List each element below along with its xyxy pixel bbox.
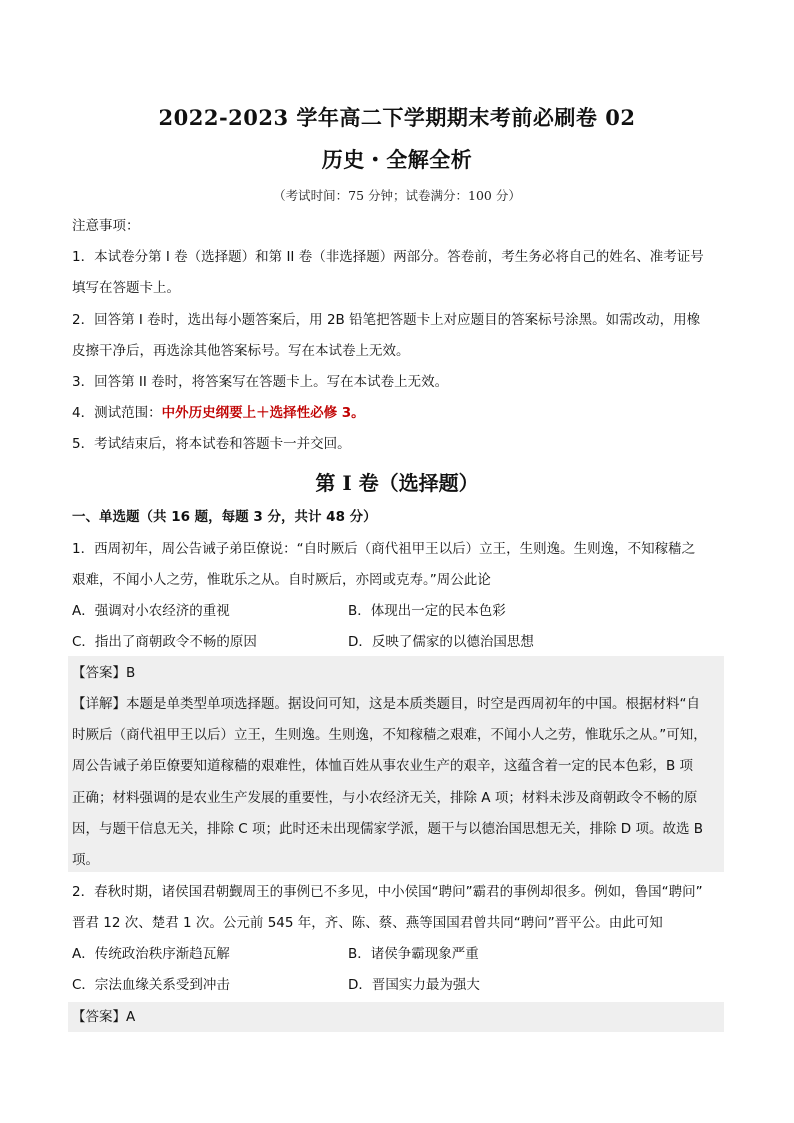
q1-detail-line-6: 项。 — [72, 852, 99, 868]
q1-stem-line-1: 1．西周初年，周公告诫子弟臣僚说：“自时厥后（商代祖甲王以后）立王，生则逸。生则逸，不知稼穑之 — [72, 541, 696, 557]
q2-option-d: D．晋国实力最为强大 — [348, 977, 480, 993]
q1-detail-line-1: 【详解】本题是单类型单项选择题。据设问可知，这是本质类题目，时空是西周初年的中国。根据材料“自 — [72, 696, 700, 712]
q1-option-b: B．体现出一定的民本色彩 — [348, 603, 506, 619]
q2-option-a: A．传统政治秩序渐趋瓦解 — [72, 946, 230, 962]
test-range: 中外历史纲要上＋选择性必修 3。 — [161, 405, 365, 421]
q1-detail-line-2: 时厥后（商代祖甲王以后）立王，生则逸。生则逸，不知稼穑之艰难，不闻小人之劳，惟耽乐之从。”可知， — [72, 727, 707, 743]
note-4-prefix: 4．测试范围： — [72, 405, 162, 421]
q2-option-b: B．诸侯争霸现象严重 — [348, 946, 479, 962]
q2-stem-line-2: 晋君 12 次、楚君 1 次。公元前 545 年，齐、陈、蔡、燕等国国君曾共同“聘问”晋平公。由此可知 — [72, 915, 663, 931]
part-heading: 一、单选题（共 16 题，每题 3 分，共计 48 分） — [72, 509, 377, 525]
q1-options-row-1 — [72, 601, 724, 621]
q1-stem-line-2: 艰难，不闻小人之劳，惟耽乐之从。自时厥后，亦罔或克寿。”周公此论 — [72, 572, 491, 588]
notes-heading: 注意事项： — [72, 218, 140, 234]
q2-option-c: C．宗法血缘关系受到冲击 — [72, 977, 230, 993]
note-4 — [72, 403, 724, 423]
q2-options-row-1 — [72, 944, 724, 964]
q1-option-d: D．反映了儒家的以德治国思想 — [348, 634, 534, 650]
note-1-line-2: 填写在答题卡上。 — [72, 280, 180, 296]
q1-options-row-2 — [72, 632, 724, 652]
note-1-line-1: 1．本试卷分第 I 卷（选择题）和第 II 卷（非选择题）两部分。答卷前，考生务必将自己的姓名、准考证号 — [72, 249, 704, 265]
note-2-line-2: 皮擦干净后，再选涂其他答案标号。写在本试卷上无效。 — [72, 343, 410, 359]
note-2-line-1: 2．回答第 I 卷时，选出每小题答案后，用 2B 铅笔把答题卡上对应题目的答案标号涂黑。如需改动，用橡 — [72, 312, 701, 328]
exam-info: （考试时间：75 分钟；试卷满分：100 分） — [273, 188, 521, 203]
q2-answer: 【答案】A — [72, 1009, 136, 1025]
q2-options-row-2 — [72, 975, 724, 995]
q1-option-c: C．指出了商朝政令不畅的原因 — [72, 634, 257, 650]
exam-subtitle: 历史・全解全析 — [321, 147, 473, 172]
section-title: 第 I 卷（选择题） — [315, 471, 479, 495]
q2-stem-line-1: 2．春秋时期，诸侯国君朝觐周王的事例已不多见，中小侯国“聘问”霸君的事例却很多。例如，鲁国“聘问” — [72, 884, 703, 900]
q1-answer: 【答案】B — [72, 665, 136, 681]
q1-detail-line-3: 周公告诫子弟臣僚要知道稼穑的艰难性，体恤百姓从事农业生产的艰辛，这蕴含着一定的民本色彩，B 项 — [72, 758, 694, 774]
q1-option-a: A．强调对小农经济的重视 — [72, 603, 230, 619]
q1-detail-line-4: 正确；材料强调的是农业生产发展的重要性，与小农经济无关，排除 A 项；材料未涉及商朝政令不畅的原 — [72, 790, 698, 806]
q1-detail-line-5: 因，与题干信息无关，排除 C 项；此时还未出现儒家学派，题干与以德治国思想无关，排除 D 项。故选 B — [72, 821, 704, 837]
exam-title: 2022-2023 学年高二下学期期末考前必刷卷 02 — [158, 105, 636, 130]
note-5: 5．考试结束后，将本试卷和答题卡一并交回。 — [72, 436, 351, 452]
note-3: 3．回答第 II 卷时，将答案写在答题卡上。写在本试卷上无效。 — [72, 374, 449, 390]
